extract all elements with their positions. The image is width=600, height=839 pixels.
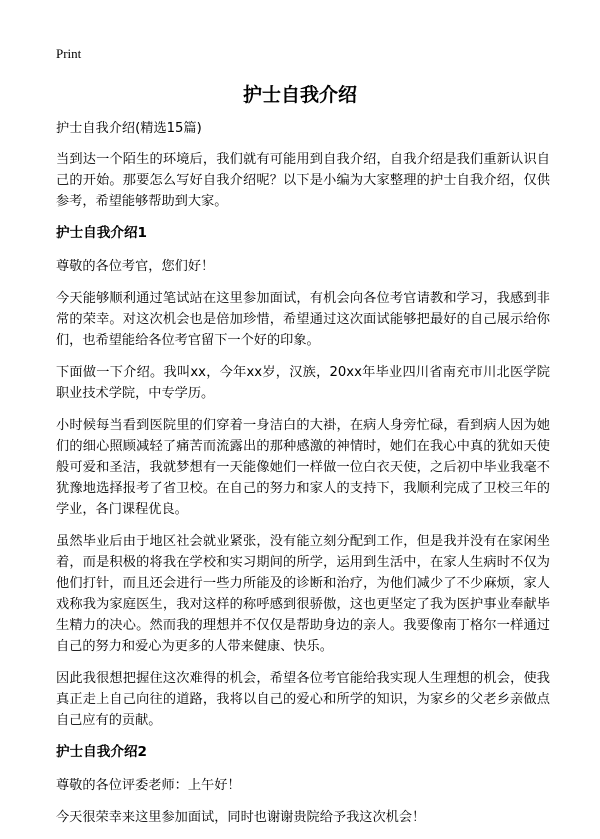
section-heading: 护士自我介绍1 bbox=[56, 225, 148, 241]
page-title: 护士自我介绍 bbox=[242, 84, 357, 106]
section-heading: 护士自我介绍2 bbox=[56, 744, 148, 760]
section-paragraph: 虽然毕业后由于地区社会就业紧张，没有能立刻分配到工作，但是我并没有在家闲坐着，而是积极的将我在学校和实习期间的所学，运用到生活中，在家人生病时不仅为他们打针，而且还会进行一些力所能及的诊断和治疗，为他们减少了不少麻烦，家人戏称我为家庭医生，我对这样的称呼感到很骄傲，这也更坚定了我为医护事业奉献毕生精力的决心。然而我的理想并不仅仅是帮助身边的亲人。我要像南丁格尔一样通过自己的努力和爱心为更多的人带来健康、快乐。 bbox=[56, 534, 550, 654]
intro-paragraph: 当到达一个陌生的环境后，我们就有可能用到自我介绍，自我介绍是我们重新认识自己的开始。那要怎么写好自我介绍呢？以下是小编为大家整理的护士自我介绍，仅供参考，希望能够帮助到大家。 bbox=[56, 152, 550, 209]
section-paragraph: 下面做一下介绍。我叫xx，今年xx岁，汉族，20xx年毕业四川省南充市川北医学院职业技术学院，中专学历。 bbox=[56, 365, 550, 401]
print-link[interactable]: Print bbox=[56, 46, 82, 61]
article-body bbox=[56, 118, 550, 839]
section-paragraph: 尊敬的各位考官，您们好！ bbox=[56, 259, 215, 274]
section-paragraph: 今天能够顺利通过笔试站在这里参加面试，有机会向各位考官请教和学习，我感到非常的荣幸。对这次机会也是倍加珍惜，希望通过这次面试能够把最好的自己展示给你们，也希望能给各位考官留下一个好的印象。 bbox=[56, 291, 550, 348]
section-paragraph: 小时候每当看到医院里的们穿着一身洁白的大褂，在病人身旁忙碌，看到病人因为她们的细心照顾减轻了痛苦而流露出的那种感激的神情时，她们在我心中真的犹如天使般可爱和圣洁，我就梦想有一天能像她们一样做一位白衣天使，之后初中毕业我毫不犹豫地选择报考了省卫校。在自己的努力和家人的支持下，我顺利完成了卫校三年的学业，各门课程优良。 bbox=[56, 418, 550, 517]
section-paragraph: 今天很荣幸来这里参加面试，同时也谢谢贵院给予我这次机会！ bbox=[56, 810, 426, 825]
section-paragraph: 尊敬的各位评委老师：上午好！ bbox=[56, 778, 241, 793]
article-subtitle: 护士自我介绍(精选15篇) bbox=[56, 121, 202, 136]
section-paragraph: 因此我很想把握住这次难得的机会，希望各位考官能给我实现人生理想的机会，使我真正走上自己向往的道路，我将以自己的爱心和所学的知识，为家乡的父老乡亲做点自己应有的贡献。 bbox=[56, 671, 550, 728]
